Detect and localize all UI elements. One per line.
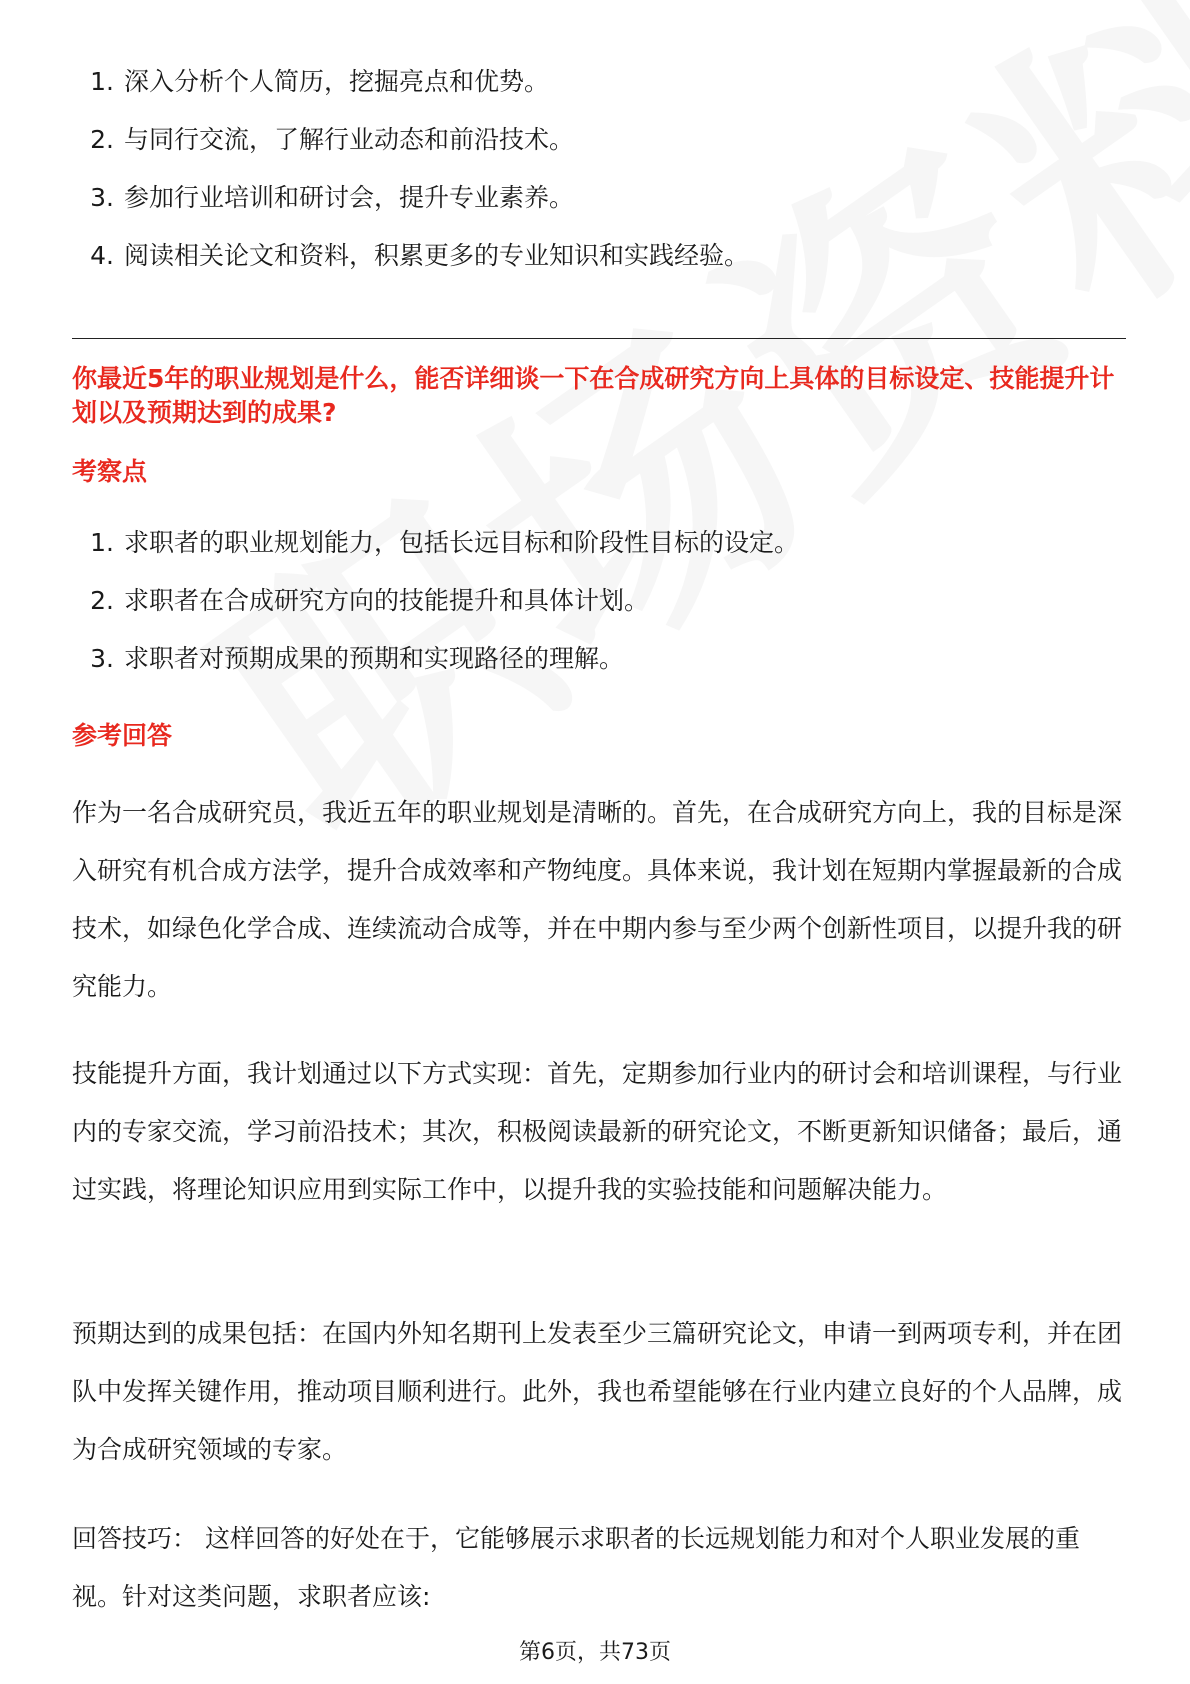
list-number: 2.	[90, 586, 114, 615]
page-footer: 第6页，共73页	[519, 1640, 671, 1665]
list-item	[72, 238, 749, 296]
list-number: 1.	[90, 528, 114, 557]
list-number: 3.	[90, 183, 114, 212]
list-item	[72, 525, 799, 583]
list-text: 阅读相关论文和资料，积累更多的专业知识和实践经验。	[124, 241, 750, 270]
list-number: 1.	[90, 67, 114, 96]
list-number: 2.	[90, 125, 114, 154]
answer-heading: 参考回答	[72, 721, 173, 750]
list-item	[72, 583, 799, 641]
focus-list	[72, 525, 799, 699]
answer-paragraph: 技能提升方面，我计划通过以下方式实现：首先，定期参加行业内的研讨会和培训课程，与行业内的专家交流，学习前沿技术；其次，积极阅读最新的研究论文，不断更新知识储备；最后，通过实践，将理论知识应用到实际工作中，以提升我的实验技能和问题解决能力。	[72, 1059, 1123, 1204]
list-number: 3.	[90, 644, 114, 673]
list-text: 参加行业培训和研讨会，提升专业素养。	[124, 183, 575, 212]
answer-tip-paragraph: 回答技巧： 这样回答的好处在于，它能够展示求职者的长远规划能力和对个人职业发展的重视。针对这类问题，求职者应该:	[72, 1524, 1080, 1611]
focus-heading: 考察点	[72, 457, 148, 486]
list-text: 求职者对预期成果的预期和实现路径的理解。	[124, 644, 625, 673]
list-item	[72, 122, 749, 180]
list-item	[72, 180, 749, 238]
list-number: 4.	[90, 241, 114, 270]
list-text: 求职者在合成研究方向的技能提升和具体计划。	[124, 586, 650, 615]
list-item	[72, 64, 749, 122]
interview-question: 你最近5年的职业规划是什么，能否详细谈一下在合成研究方向上具体的目标设定、技能提升计划以及预期达到的成果?	[72, 364, 1115, 427]
list-text: 与同行交流，了解行业动态和前沿技术。	[124, 125, 575, 154]
section-divider	[72, 338, 1126, 339]
answer-paragraph: 作为一名合成研究员，我近五年的职业规划是清晰的。首先，在合成研究方向上，我的目标是深入研究有机合成方法学，提升合成效率和产物纯度。具体来说，我计划在短期内掌握最新的合成技术，如绿色化学合成、连续流动合成等，并在中期内参与至少两个创新性项目，以提升我的研究能力。	[72, 798, 1123, 1001]
top-numbered-list	[72, 64, 749, 296]
list-text: 求职者的职业规划能力，包括长远目标和阶段性目标的设定。	[124, 528, 800, 557]
list-item	[72, 641, 799, 699]
answer-paragraph: 预期达到的成果包括：在国内外知名期刊上发表至少三篇研究论文，申请一到两项专利，并在团队中发挥关键作用，推动项目顺利进行。此外，我也希望能够在行业内建立良好的个人品牌，成为合成研究领域的专家。	[72, 1319, 1123, 1464]
list-text: 深入分析个人简历，挖掘亮点和优势。	[124, 67, 550, 96]
